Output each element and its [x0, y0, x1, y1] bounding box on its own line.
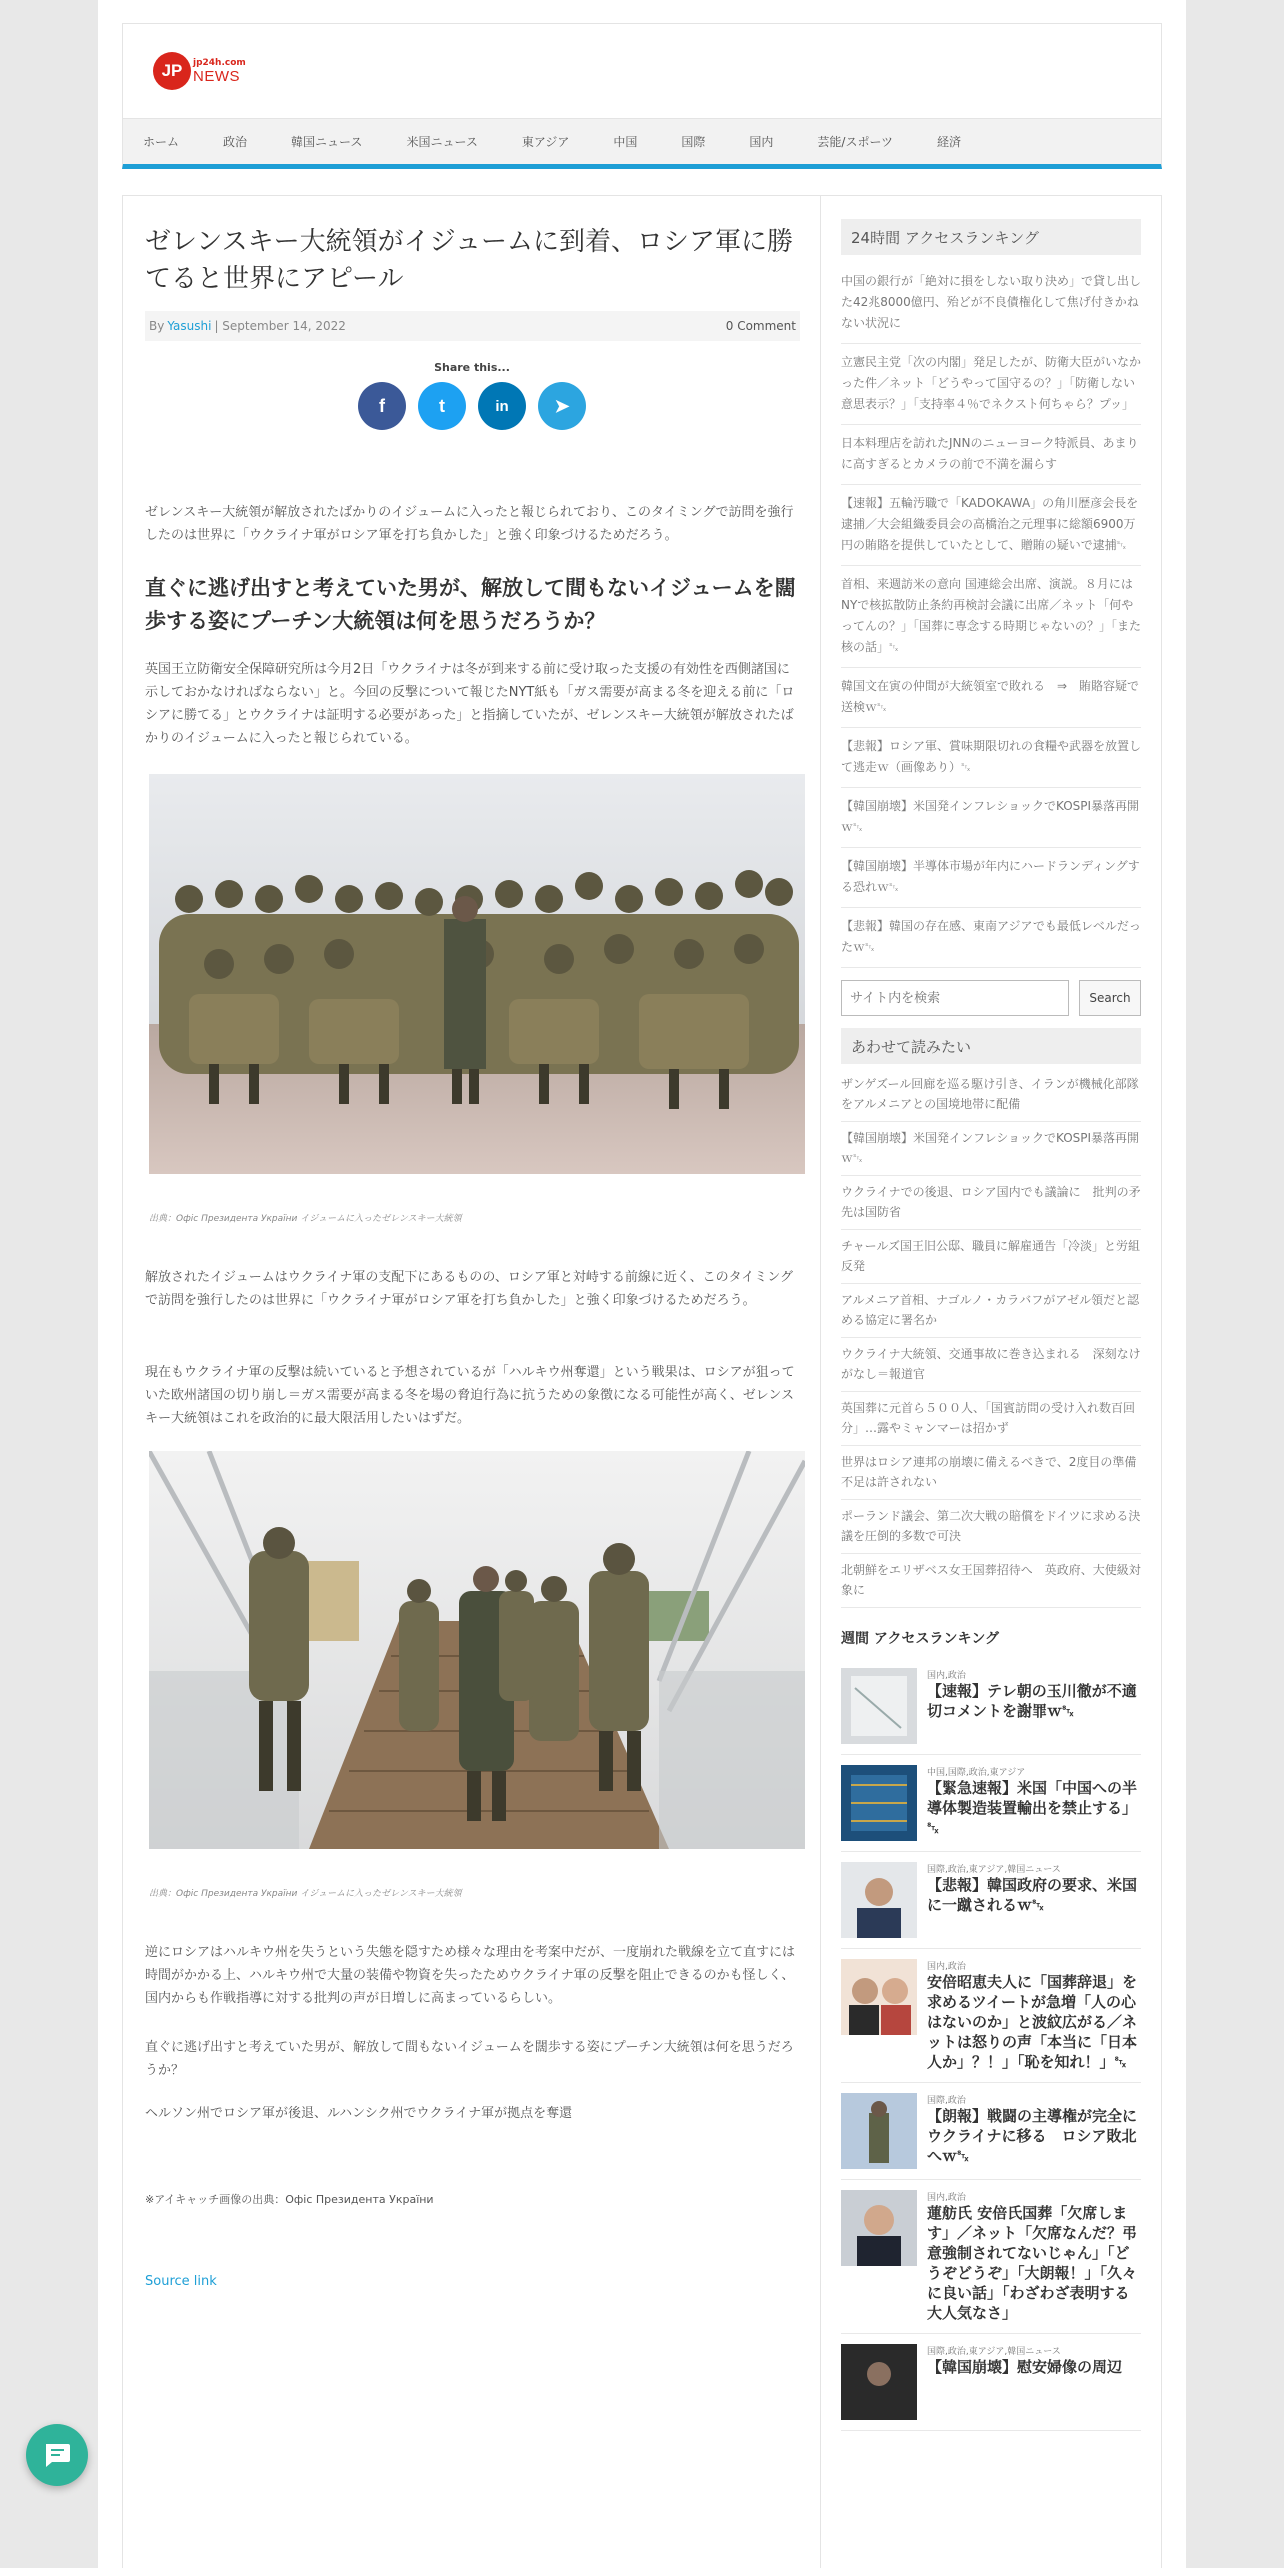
ranking-item[interactable]: 【韓国崩壊】米国発インフレショックでKOSPI暴落再開ｗ␂	[841, 788, 1141, 848]
linkedin-share-button[interactable]	[478, 382, 526, 430]
ranking-item[interactable]: 【悲報】韓国の存在感、東南アジアでも最低レベルだったｗ␂	[841, 908, 1141, 968]
weekly-thumbnail	[841, 1862, 917, 1938]
weekly-category: 国内,政治	[927, 1962, 966, 1972]
weekly-title: 【速報】テレ朝の玉川徹が不適切コメントを謝罪ｗ␂	[927, 1682, 1137, 1720]
nav-item-politics[interactable]: 政治	[223, 135, 248, 149]
weekly-item[interactable]	[841, 1755, 1141, 1852]
ranking-24h-list	[841, 263, 1141, 968]
weekly-ranking-heading: 週間 アクセスランキング	[841, 1631, 1000, 1647]
comment-count-link[interactable]: 0 Comment	[725, 319, 796, 333]
photo-caption: 出典：Офіс Президента України イジュームに入ったゼレンスキー大統領	[149, 1889, 462, 1899]
nav-item-us[interactable]: 米国ニュース	[406, 135, 478, 149]
article-subheading: 直ぐに逃げ出すと考えていた男が、解放して間もないイジュームを闊歩する姿にプーチン大統領は何を思うだろうか？	[145, 576, 796, 633]
weekly-title: 【朗報】戦闘の主導権が完全にウクライナに移る ロシア敗北へｗ␂	[927, 2107, 1138, 2165]
weekly-item[interactable]	[841, 2083, 1141, 2180]
weekly-category: 国内,政治	[927, 1671, 966, 1681]
weekly-thumbnail	[841, 1668, 917, 1744]
article-paragraph: 直ぐに逃げ出すと考えていた男が、解放して間もないイジュームを闊歩する姿にプーチン大統領は何を思うだろうか？	[145, 2040, 794, 2078]
nav-item-korea[interactable]: 韓国ニュース	[291, 135, 363, 149]
related-item[interactable]: ザンゲズール回廊を巡る駆け引き、イランが機械化部隊をアルメニアとの国境地帯に配備	[841, 1068, 1141, 1122]
article-photo-soldiers-group	[149, 774, 805, 1174]
article-photo-bridge-walk	[149, 1451, 805, 1849]
ranking-item[interactable]: 韓国文在寅の仲間が大統領室で敗れる ⇒ 賄賂容疑で送検ｗ␂	[841, 668, 1141, 728]
article-paragraph: 英国王立防衛安全保障研究所は今月2日「ウクライナは冬が到来する前に受け取った支援の有効性を西側諸国に示しておかなければならない」と。今回の反撃について報じたNYT紙も「ガス需要が高まる冬を迎える前に「ロシアに勝てる」とウクライナは証明する必要があった」と指摘していたが、ゼレンスキー大統領が解放されたばかりのイジュームに入ったと報じられている。	[145, 662, 795, 746]
weekly-ranking-list	[841, 1658, 1141, 2431]
telegram-share-button[interactable]	[538, 382, 586, 430]
ranking-item[interactable]: 首相、来週訪米の意向 国連総会出席、演説。８月にはNYで核拡散防止条約再検討会議に出席／ネット「何やってんの？」「国葬に専念する時期じゃないの？」「また核の話」␂	[841, 566, 1141, 668]
ranking-item[interactable]: 【速報】五輪汚職で「KADOKAWA」の角川歴彦会長を逮捕／大会組織委員会の高橋治之元理事に総額6900万円の賄賂を提供していたとして、贈賄の疑いで逮捕␂	[841, 485, 1141, 566]
nav-item-home[interactable]: ホーム	[143, 135, 180, 149]
weekly-item[interactable]	[841, 2180, 1141, 2334]
weekly-item[interactable]	[841, 1658, 1141, 1755]
search-button[interactable]: Search	[1079, 980, 1141, 1016]
ranking-item[interactable]: 立憲民主党「次の内閣」発足したが、防衛大臣がいなかった件／ネット「どうやって国守るの？」「防衛しない意思表示？」「支持率４％でネクスト何ちゃら？プッ」	[841, 344, 1141, 425]
ranking-item[interactable]: 【韓国崩壊】半導体市場が年内にハードランディングする恐れｗ␂	[841, 848, 1141, 908]
article-paragraph: ゼレンスキー大統領が解放されたばかりのイジュームに入ったと報じられており、このタイミングで訪問を強行したのは世界に「ウクライナ軍がロシア軍を打ち負かした」と強く印象づけるためだろう。	[145, 505, 794, 543]
related-item[interactable]: ウクライナ大統領、交通事故に巻き込まれる 深刻なけがなし＝報道官	[841, 1338, 1141, 1392]
weekly-title: 安倍昭恵夫人に「国葬辞退」を求めるツイートが急増「人の心はないのか」と波紋広がる／ネットは怒りの声「本当に「日本人か」？！」「恥を知れ！」␂	[927, 1973, 1138, 2071]
article-meta	[145, 311, 800, 341]
ranking-item[interactable]: 中国の銀行が「絶対に損をしない取り決め」で貸し出した42兆8000億円、殆どが不良債権化して焦げ付きかねない状況に	[841, 263, 1141, 344]
nav-item-domestic[interactable]: 国内	[749, 135, 774, 149]
site-header	[122, 23, 1162, 119]
linkedin-icon: in	[495, 397, 509, 415]
related-item[interactable]: ポーランド議会、第二次大戦の賠償をドイツに求める決議を圧倒的多数で可決	[841, 1500, 1141, 1554]
article-paragraph: 解放されたイジュームはウクライナ軍の支配下にあるものの、ロシア軍と対峙する前線に近く、このタイミングで訪問を強行したのは世界に「ウクライナ軍がロシア軍を打ち負かした」と強く印象づけるためだろう。	[145, 1270, 794, 1308]
weekly-category: 国内,政治	[927, 2193, 966, 2203]
ranking-24h-heading: 24時間 アクセスランキング	[841, 219, 1141, 255]
nav-item-economy[interactable]: 経済	[937, 135, 962, 149]
chat-icon	[42, 2440, 72, 2470]
related-list	[841, 1068, 1141, 1608]
facebook-icon: f	[379, 395, 385, 416]
nav-item-east-asia[interactable]: 東アジア	[521, 135, 570, 149]
related-item[interactable]: 世界はロシア連邦の崩壊に備えるべきで、2度目の準備不足は許されない	[841, 1446, 1141, 1500]
weekly-category: 国際,政治,東アジア,韓国ニュース	[927, 2347, 1061, 2357]
facebook-share-button[interactable]	[358, 382, 406, 430]
nav-item-international[interactable]: 国際	[681, 135, 706, 149]
weekly-thumbnail	[841, 1959, 917, 2035]
weekly-item[interactable]	[841, 2334, 1141, 2431]
nav-item-china[interactable]: 中国	[613, 135, 638, 149]
weekly-title: 蓮舫氏 安倍氏国葬「欠席します」／ネット「欠席なんだ？弔意強制されてないじゃん」「どうぞどうぞ」「大朗報！」「久々に良い話」「わざわざ表明する大人気なさ」	[927, 2204, 1138, 2322]
sidebar	[841, 219, 1141, 2431]
article	[123, 196, 821, 2568]
article-title: ゼレンスキー大統領がイジュームに到着、ロシア軍に勝てると世界にアピール	[145, 227, 794, 294]
photo-caption: 出典：Офіс Президента України イジュームに入ったゼレンスキー大統領	[149, 1214, 462, 1224]
post-date: | September 14, 2022	[214, 319, 346, 333]
related-item[interactable]: チャールズ国王旧公邸、職員に解雇通告「冷淡」と労組反発	[841, 1230, 1141, 1284]
site-logo[interactable]	[153, 52, 246, 90]
eyecatch-source-note: ※アイキャッチ画像の出典：Офіс Президента України	[145, 2193, 434, 2206]
weekly-thumbnail	[841, 1765, 917, 1841]
weekly-title: 【緊急速報】米国「中国への半導体製造装置輸出を禁止する」␂	[927, 1779, 1138, 1837]
by-label: By	[149, 319, 165, 333]
content-area	[122, 195, 1162, 2568]
twitter-share-button[interactable]	[418, 382, 466, 430]
weekly-thumbnail	[841, 2344, 917, 2420]
article-paragraph: 逆にロシアはハルキウ州を失うという失態を隠すため様々な理由を考案中だが、一度崩れた戦線を立て直すには時間がかかる上、ハルキウ州で大量の装備や物資を失ったためウクライナ軍の反撃を阻止できるのかも怪しく、国内からも作戦指導に対する批判の声が日増しに高まっているらしい。	[145, 1945, 796, 2006]
related-article-link[interactable]: ヘルソン州でロシア軍が後退、ルハンシク州でウクライナ軍が拠点を奪還	[145, 2106, 573, 2121]
weekly-category: 国際,政治	[927, 2096, 966, 2106]
related-item[interactable]: ウクライナでの後退、ロシア国内でも議論に 批判の矛先は国防省	[841, 1176, 1141, 1230]
weekly-thumbnail	[841, 2190, 917, 2266]
weekly-category: 国際,政治,東アジア,韓国ニュース	[927, 1865, 1061, 1875]
logo-domain: jp24h.com	[193, 57, 246, 68]
twitter-icon: t	[439, 395, 445, 416]
related-item[interactable]: 英国葬に元首ら５００人、「国賓訪問の受け入れ数百回分」…露やミャンマーは招かず	[841, 1392, 1141, 1446]
nav-item-entertainment[interactable]: 芸能/スポーツ	[817, 135, 893, 149]
main-nav	[122, 119, 1162, 169]
ranking-item[interactable]: 【悲報】ロシア軍、賞味期限切れの食糧や武器を放置して逃走ｗ（画像あり）␂	[841, 728, 1141, 788]
weekly-item[interactable]	[841, 1852, 1141, 1949]
author-link[interactable]: Yasushi	[167, 319, 212, 333]
source-link[interactable]: Source link	[145, 2274, 217, 2289]
weekly-category: 中国,国際,政治,東アジア	[927, 1768, 1026, 1778]
article-paragraph: 現在もウクライナ軍の反撃は続いていると予想されているが「ハルキウ州奪還」という戦果は、ロシアが狙っていた欧州諸国の切り崩し＝ガス需要が高まる冬を場の脅迫行為に抗うための象徴になる可能性が高く、ゼレンスキー大統領はこれを政治的に最大限活用したいはずだ。	[145, 1365, 795, 1426]
chat-button[interactable]	[26, 2424, 88, 2486]
logo-mark: JP	[153, 52, 191, 90]
telegram-icon: ➤	[554, 395, 570, 416]
related-item[interactable]: 北朝鮮をエリザベス女王国葬招待へ 英政府、大使級対象に	[841, 1554, 1141, 1608]
page	[98, 0, 1186, 2568]
weekly-title: 【悲報】韓国政府の要求、米国に一蹴されるｗ␂	[927, 1876, 1138, 1914]
related-item[interactable]: 【韓国崩壊】米国発インフレショックでKOSPI暴落再開ｗ␂	[841, 1122, 1141, 1176]
weekly-title: 【韓国崩壊】慰安婦像の周辺	[927, 2358, 1123, 2376]
logo-news: NEWS	[193, 67, 240, 85]
ranking-item[interactable]: 日本料理店を訪れたJNNのニューヨーク特派員、あまりに高すぎるとカメラの前で不満を漏らす	[841, 425, 1141, 485]
site-search	[841, 980, 1141, 1016]
related-heading: あわせて読みたい	[841, 1028, 1141, 1064]
weekly-thumbnail	[841, 2093, 917, 2169]
share-label: Share this...	[434, 361, 510, 374]
related-item[interactable]: アルメニア首相、ナゴルノ・カラバフがアゼル領だと認める協定に署名か	[841, 1284, 1141, 1338]
search-input[interactable]	[841, 980, 1069, 1016]
share-bar	[123, 361, 821, 430]
weekly-item[interactable]	[841, 1949, 1141, 2083]
